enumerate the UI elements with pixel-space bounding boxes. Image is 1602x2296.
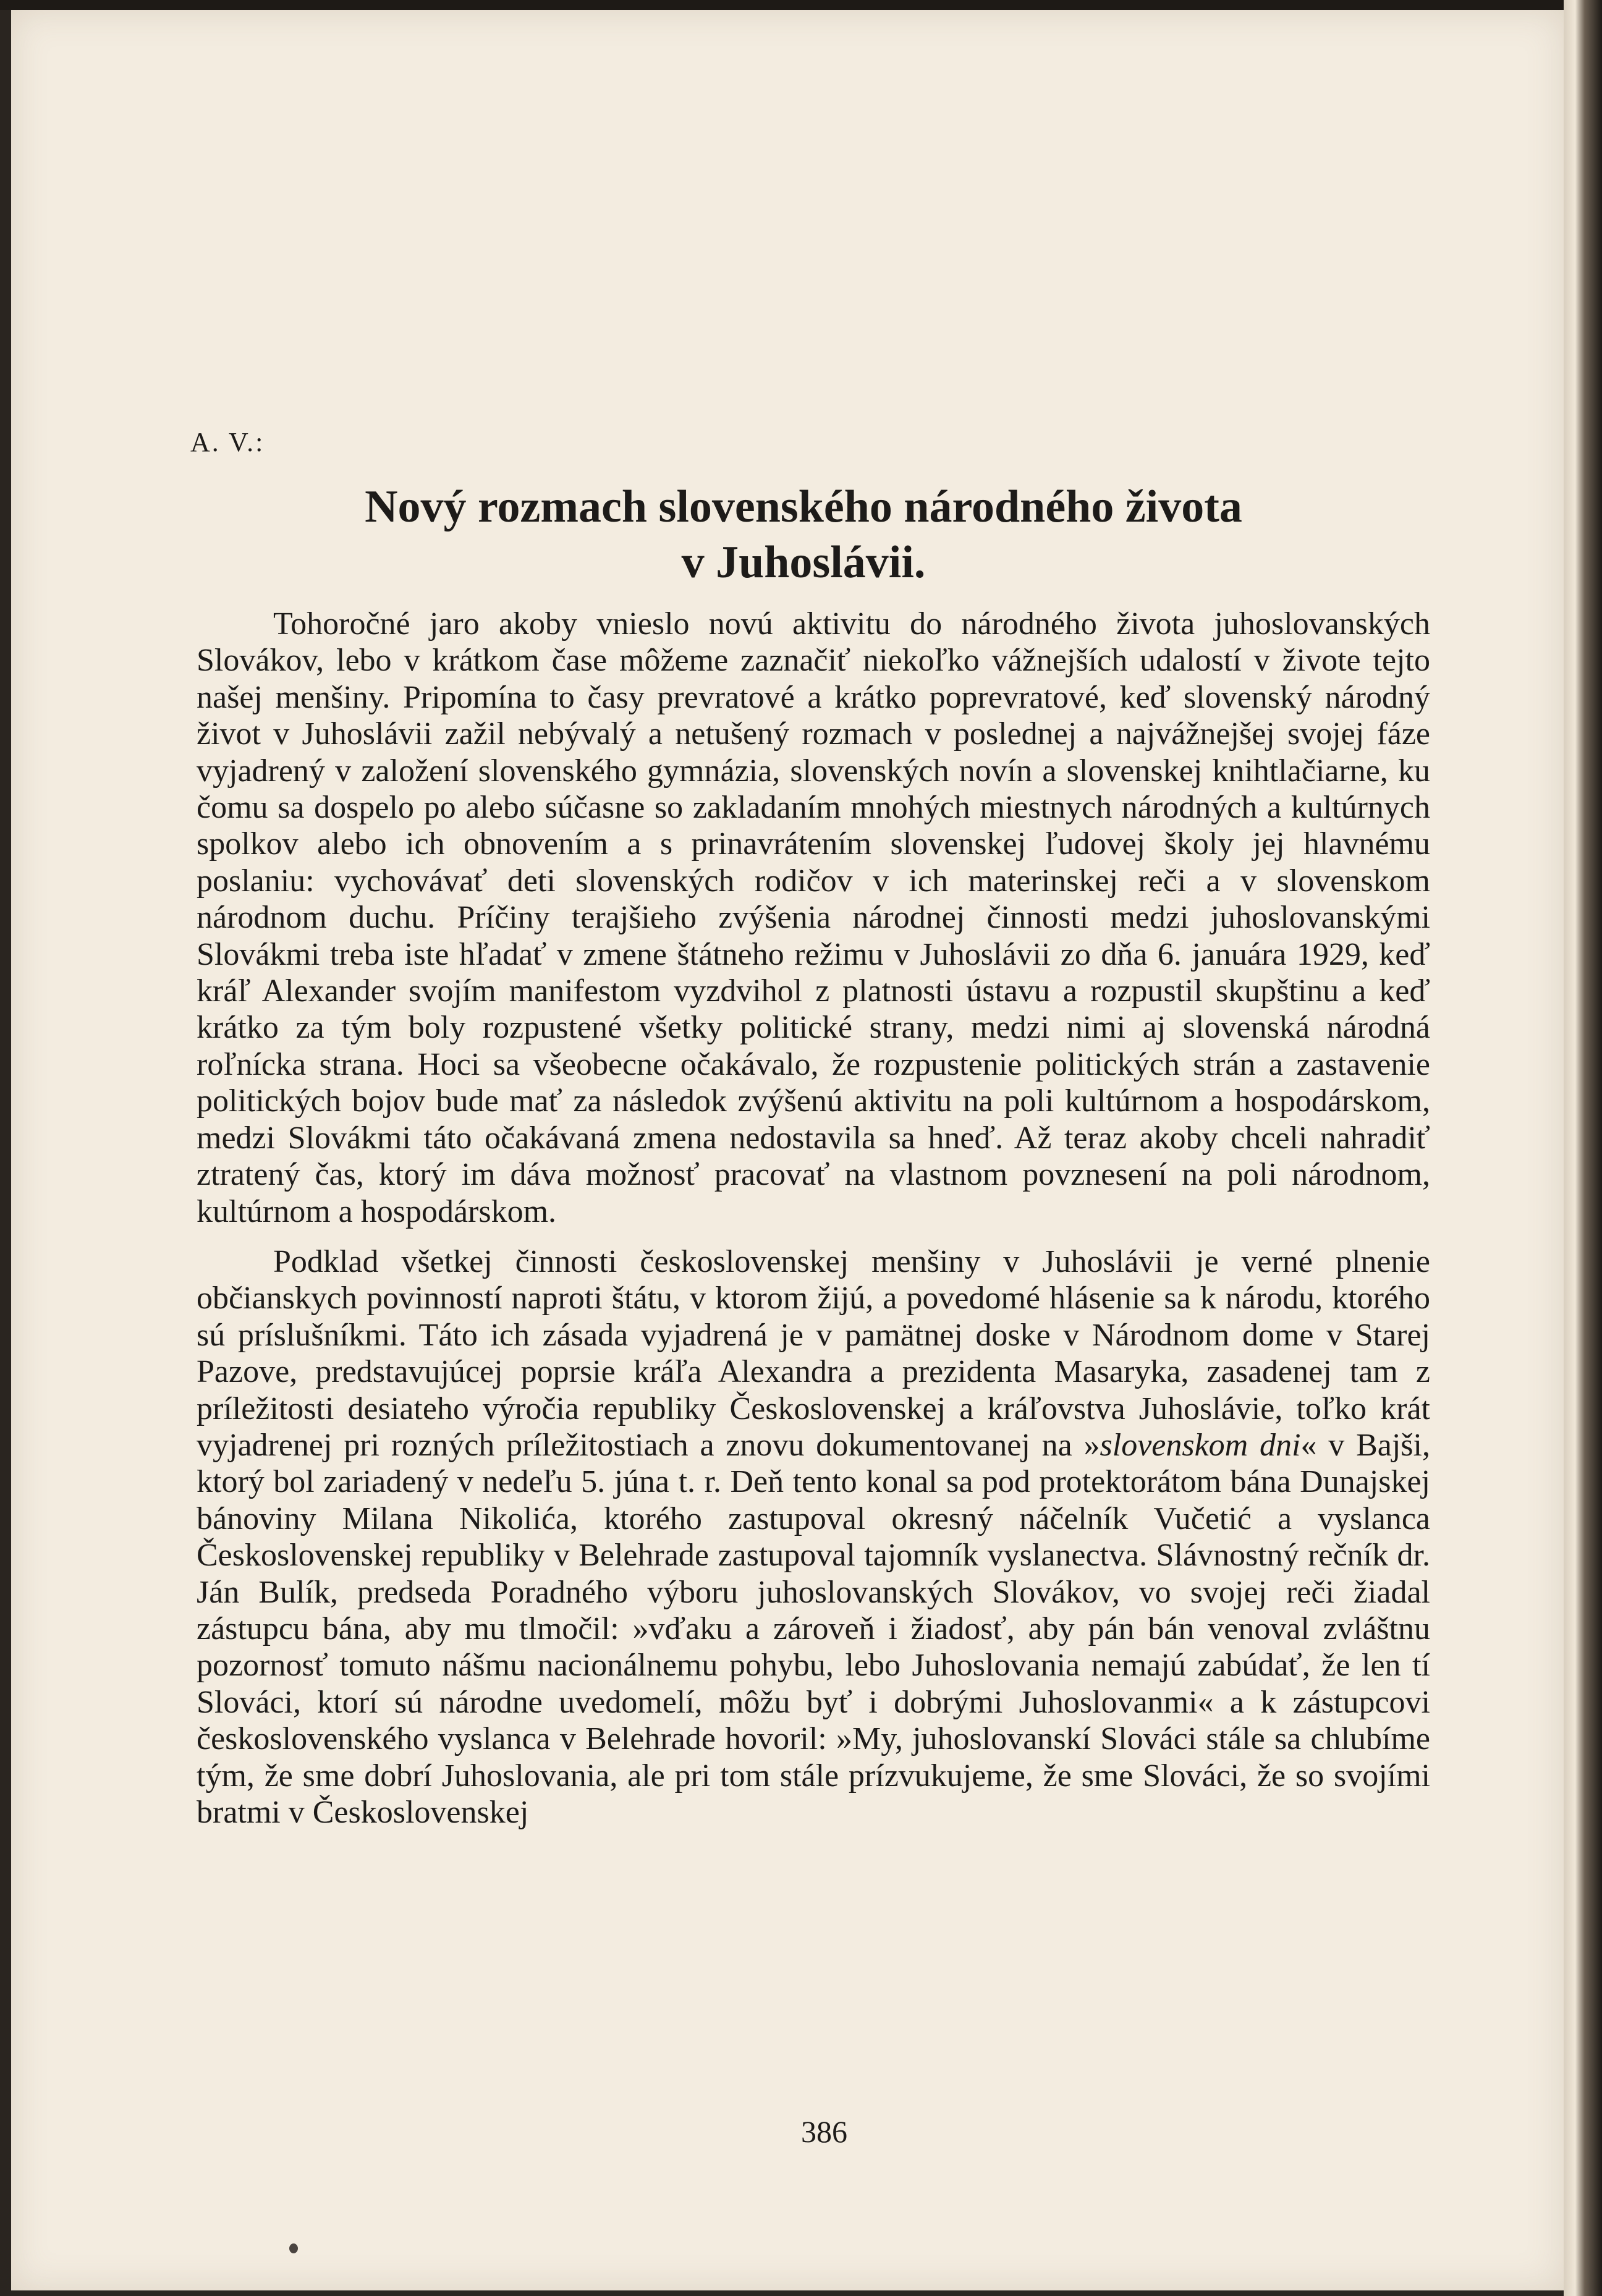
paragraph-1: Tohoročné jaro akoby vnieslo novú aktivitu do národného života juhoslovanských Slovákov, lebo v krátkom čase môžeme zaznačiť niekoľko vážnejších udalostí v živote tejto našej menšiny. Pripomína to časy prevratové a krátko poprevratové, keď slovenský národný život v Juhoslávii zažil nebývalý a netušený rozmach v poslednej a najvážnejšej svojej fáze vyjadrený v založení slovenského gymnázia, slovenských novín a slovenskej knihtlačiarne, ku čomu sa dospelo po alebo súčasne so zakladaním mnohých miestnych národných a kultúrnych spolkov alebo ich obnovením a s prinavrátením slovenskej ľudovej školy jej hlavnému poslaniu: vychovávať deti slovenských rodičov v ich materinskej reči a v slovenskom národnom duchu. Príčiny terajšieho zvýšenia národnej činnosti medzi juhoslovanskými Slovákmi treba iste hľadať v zmene štátneho režimu v Juhoslávii zo dňa 6. januára 1929, keď kráľ Alexander svojím manifestom vyzdvihol z platnosti ústavu a rozpustil skupštinu a keď krátko za tým boly rozpustené všetky politické strany, medzi nimi aj slovenská národná roľnícka strana. Hoci sa všeobecne očakávalo, že rozpustenie politických strán a zastavenie politických bojov bude mať za následok zvýšenú aktivitu na poli kultúrnom a hospodárskom, medzi Slovákmi táto očakávaná zmena nedostavila sa hneď. Až teraz akoby chceli nahradiť ztratený čas, ktorý im dáva možnosť pracovať na vlastnom povznesení na poli národnom, kultúrnom a hospodárskom. [197, 606, 1430, 1229]
book-spine-edge [1564, 0, 1602, 2296]
paragraph-2-text-a: Podklad všetkej činnosti československej menšiny v Juhoslávii je verné plnenie občianskych povinností naproti štátu, v ktorom žijú, a povedomé hlásenie sa k národu, ktorého sú príslušníkmi. Táto ich zásada vyjadrená je v pamätnej doske v Národnom dome v Starej Pazove, predstavujúcej poprsie kráľa Alexandra a prezidenta Masaryka, zasadenej tam z príležitosti desiateho výročia republiky Československej a kráľovstva Juhoslávie, toľko krát vyjadrenej pri rozných príležitostiach a znovu dokumentovanej na » [197, 1243, 1430, 1463]
article-title-line-2: v Juhoslávii. [681, 537, 926, 588]
ink-speck [289, 2243, 298, 2253]
article-author: A. V.: [190, 427, 265, 457]
paragraph-2-emphasis: slovenskom dni [1100, 1427, 1301, 1463]
paragraph-2 [197, 1243, 1430, 1831]
article-title-line-1: Nový rozmach slovenského národného života [365, 481, 1242, 532]
paragraph-2-text-b: « v Bajši, ktorý bol zariadený v nedeľu 5. júna t. r. Deň tento konal sa pod protektorátom bána Dunajskej bánoviny Milana Nikolića, ktorého zastupoval okresný náčelník Vučetić a vyslanca Československej republiky v Belehrade zastupoval tajomník vyslanectva. Slávnostný rečník dr. Ján Bulík, predseda Poradného výboru juhoslovanských Slovákov, vo svojej reči žiadal zástupcu bána, aby mu tlmočil: »vďaku a zároveň i žiadosť, aby pán bán venoval zvláštnu pozornosť tomuto nášmu nacionálnemu pohybu, lebo Juhoslovania nemajú zabúdať, že len tí Slováci, ktorí sú národne uvedomelí, môžu byť i dobrými Juhoslovanmi« a k zástupcovi československého vyslanca v Belehrade hovoril: »My, juhoslovanskí Slováci stále sa chlubíme tým, že sme dobrí Juhoslovania, ale pri tom stále prízvukujeme, že sme Slováci, že so svojími bratmi v Československej [197, 1427, 1430, 1830]
article-body [197, 606, 1430, 1831]
scan-top-edge [0, 0, 1602, 10]
page-number: 386 [801, 2114, 847, 2149]
